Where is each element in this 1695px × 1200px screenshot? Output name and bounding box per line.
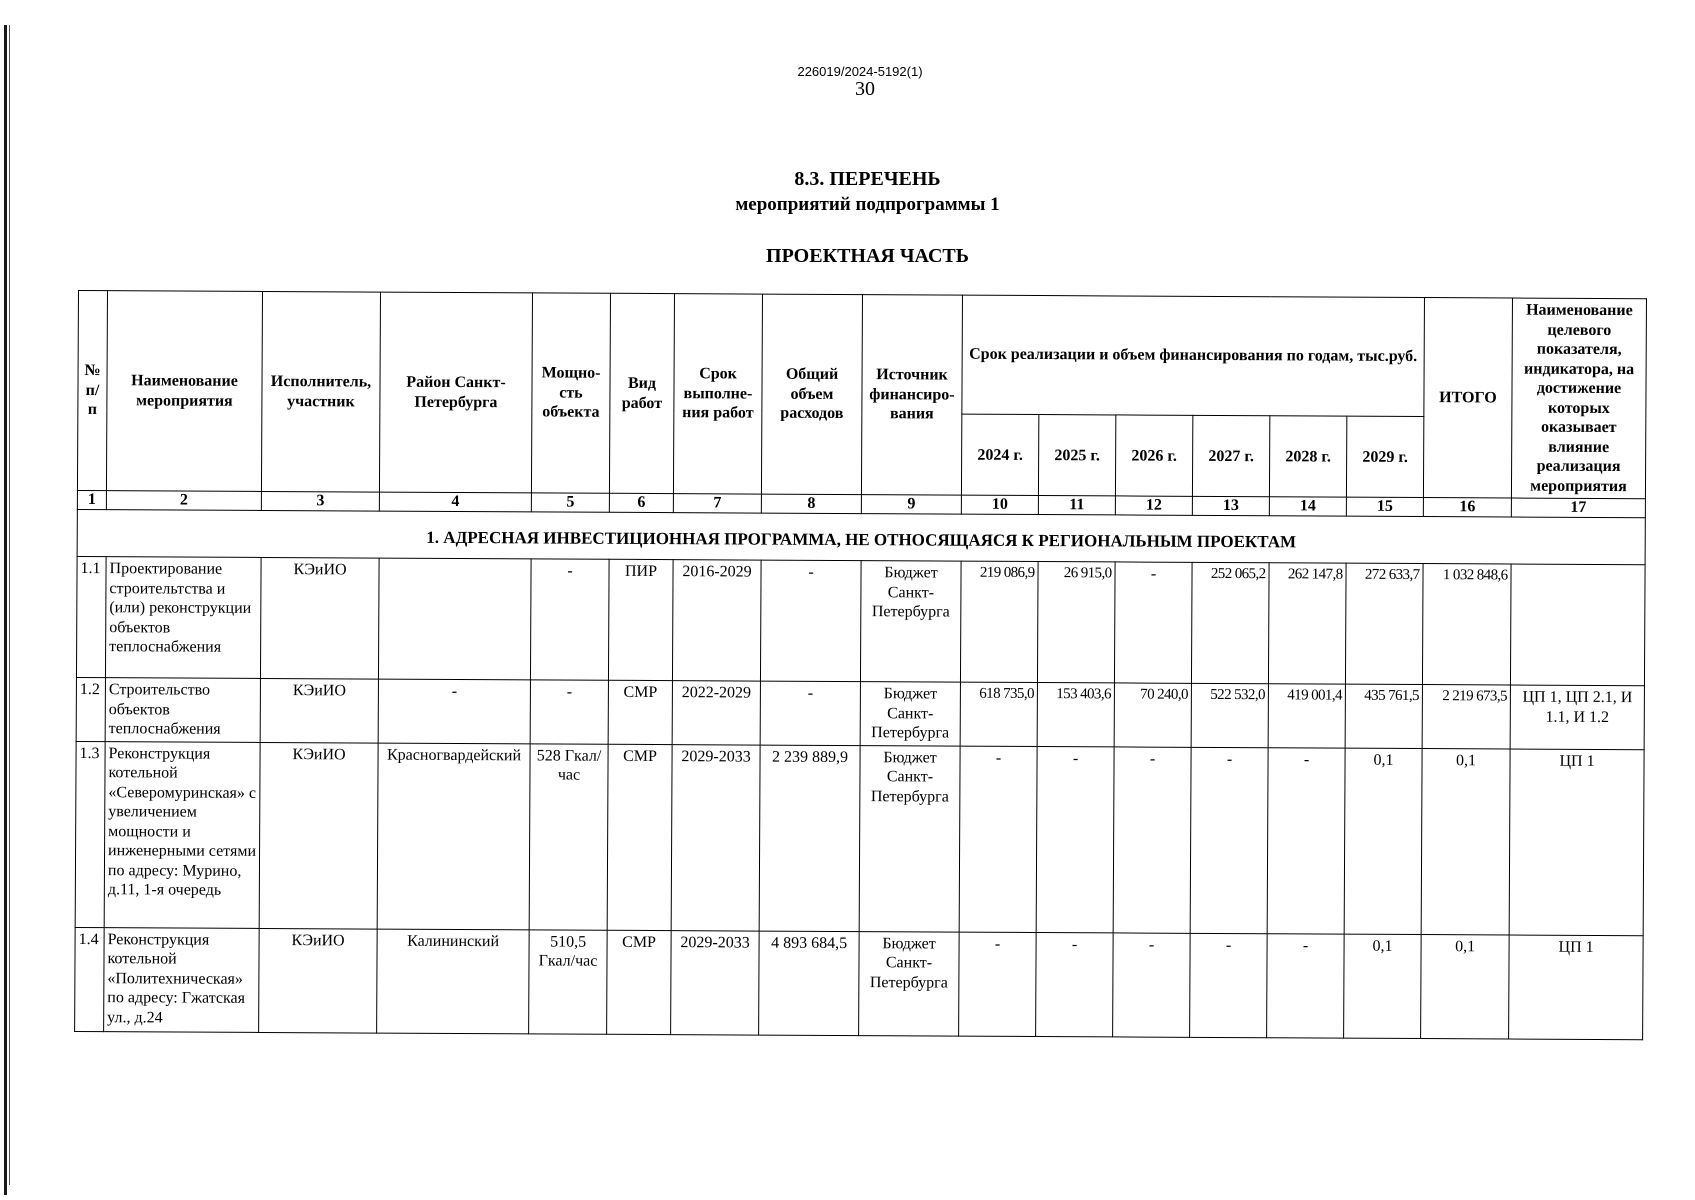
row-number: 1.1: [76, 557, 106, 678]
executor: КЭиИО: [259, 928, 378, 1033]
column-number: 8: [761, 494, 861, 514]
term: 2029-2033: [671, 744, 760, 930]
amount-total: 1 032 848,6: [1422, 564, 1511, 685]
amount-2029: 0,1: [1344, 934, 1422, 1038]
column-number: 17: [1511, 498, 1645, 518]
row-number: 1.4: [75, 927, 105, 1031]
work-type: СМР: [608, 680, 672, 744]
executor: КЭиИО: [260, 558, 379, 680]
activity-name: Строительство объектов теплоснабжения: [105, 678, 260, 742]
district: Красногвардейский: [377, 743, 530, 930]
amount-2025: 26 915,0: [1037, 562, 1115, 683]
total-cost: 2 239 889,9: [759, 745, 860, 932]
table-row: [76, 557, 1645, 686]
amount-2024: -: [959, 746, 1037, 932]
header-years-group: Срок реализации и объем финансирования по годам, тыс.руб.: [962, 295, 1425, 417]
amount-2028: -: [1267, 933, 1345, 1037]
amount-2028: 419 001,4: [1268, 684, 1345, 748]
work-type: СМР: [607, 744, 672, 930]
row-number: 1.3: [75, 741, 105, 927]
term: 2016-2029: [672, 560, 761, 681]
column-number: 6: [609, 493, 673, 512]
column-number: 7: [673, 494, 761, 513]
amount-total: 2 219 673,5: [1422, 685, 1510, 749]
document-title: 8.3. ПЕРЕЧЕНЬ: [794, 168, 941, 190]
section-row: [77, 510, 1645, 565]
table-row: [75, 927, 1644, 1039]
header-year-2024: 2024 г.: [961, 415, 1038, 496]
header-indicator: Наименование целевого показателя, индикатора, на достижение которых оказывает влияние реализация мероприятия: [1511, 298, 1646, 499]
page-number: 30: [855, 78, 875, 100]
header-total-cost: Общий объем расходов: [761, 294, 862, 495]
header-year-2027: 2027 г.: [1192, 416, 1269, 497]
amount-2029: 272 633,7: [1345, 563, 1423, 684]
target-indicator: ЦП 1: [1509, 935, 1644, 1040]
header-total: ИТОГО: [1423, 298, 1512, 499]
column-number: 13: [1192, 496, 1269, 515]
amount-2027: 522 532,0: [1191, 683, 1268, 747]
amount-2025: -: [1036, 932, 1114, 1036]
header-work-type: Вид работ: [609, 293, 674, 493]
amount-2024: 219 086,9: [960, 561, 1038, 682]
activity-name: Реконструкция котельной «Политехническая» по адресу: Гжатская ул., д.24: [104, 927, 260, 1032]
amount-2029: 435 761,5: [1345, 684, 1422, 748]
section-heading: ПРОЕКТНАЯ ЧАСТЬ: [766, 245, 969, 267]
total-cost: 4 893 684,5: [759, 931, 860, 1036]
amount-2026: 70 240,0: [1114, 683, 1191, 747]
header-year-2025: 2025 г.: [1038, 415, 1115, 496]
amount-2027: -: [1190, 933, 1268, 1037]
column-number: 10: [961, 495, 1038, 514]
amount-2025: 153 403,6: [1037, 683, 1114, 747]
column-number: 3: [261, 492, 379, 512]
header-source: Источник финансиро-вания: [861, 295, 962, 496]
column-number: 14: [1269, 497, 1346, 516]
header-term: Срок выполне-ния работ: [673, 294, 762, 495]
term: 2022-2029: [672, 681, 760, 745]
column-number: 16: [1423, 498, 1511, 517]
work-type: ПИР: [608, 559, 673, 680]
funding-source: Бюджет Санкт-Петербурга: [860, 682, 960, 746]
target-indicator: ЦП 1, ЦП 2.1, И 1.1, И 1.2: [1510, 685, 1644, 749]
table-row: [76, 678, 1644, 750]
section-title: 1. АДРЕСНАЯ ИНВЕСТИЦИОННАЯ ПРОГРАММА, НЕ ОТНОСЯЩАЯСЯ К РЕГИОНАЛЬНЫМ ПРОЕКТАМ: [77, 510, 1645, 565]
capacity: 528 Гкал/час: [529, 744, 608, 930]
table-row: [75, 741, 1644, 935]
district: [378, 558, 531, 680]
column-number: 4: [379, 492, 531, 512]
header-year-2028: 2028 г.: [1269, 416, 1346, 497]
total-cost: -: [760, 681, 860, 745]
header-executor: Исполнитель, участник: [261, 291, 380, 492]
amount-2024: 618 735,0: [960, 682, 1037, 746]
column-number: 1: [77, 491, 106, 510]
district: Калининский: [377, 929, 530, 1034]
registration-number: 226019/2024-5192(1): [797, 64, 923, 79]
activity-name: Реконструкция котельной «Северомуринская» с увеличением мощности и инженерными сетями по адресу: Мурино, д.11, 1-я очередь: [104, 741, 260, 928]
amount-2028: 262 147,8: [1268, 563, 1346, 684]
amount-2026: -: [1113, 933, 1191, 1037]
target-indicator: ЦП 1: [1509, 749, 1644, 936]
funding-source: Бюджет Санкт-Петербурга: [859, 931, 960, 1036]
activity-name: Проектирование строительтства и (или) реконструкции объектов теплоснабжения: [105, 557, 261, 679]
header-row: [78, 291, 1647, 419]
amount-2027: -: [1190, 747, 1268, 933]
column-number: 5: [531, 493, 609, 512]
document-subtitle: мероприятий подпрограммы 1: [735, 194, 1000, 215]
funding-source: Бюджет Санкт-Петербурга: [859, 745, 960, 932]
header-district: Район Санкт-Петербурга: [379, 292, 532, 493]
amount-2024: -: [959, 932, 1037, 1036]
capacity: -: [530, 559, 609, 680]
header-no: № п/п: [77, 291, 107, 491]
amount-total: 0,1: [1421, 748, 1510, 934]
column-number: 2: [106, 491, 261, 511]
executor: КЭиИО: [260, 679, 378, 743]
header-year-2029: 2029 г.: [1346, 417, 1423, 498]
header-name: Наименование мероприятия: [106, 291, 262, 492]
amount-2028: -: [1267, 747, 1345, 933]
work-type: СМР: [607, 930, 672, 1034]
activities-table: [74, 290, 1647, 1040]
district: -: [378, 679, 530, 743]
column-number: 11: [1038, 496, 1115, 515]
column-number: 9: [861, 495, 961, 515]
amount-2025: -: [1036, 746, 1114, 932]
amount-total: 0,1: [1421, 934, 1510, 1038]
executor: КЭиИО: [259, 742, 378, 929]
amount-2029: 0,1: [1344, 748, 1422, 934]
capacity: -: [530, 680, 608, 744]
total-cost: -: [760, 560, 861, 682]
column-number: 15: [1346, 497, 1423, 516]
row-number: 1.2: [76, 678, 105, 742]
column-number: 12: [1115, 496, 1192, 515]
amount-2026: -: [1113, 747, 1191, 933]
capacity: 510,5 Гкал/час: [529, 930, 608, 1034]
amount-2027: 252 065,2: [1191, 562, 1269, 683]
amount-2026: -: [1114, 562, 1192, 683]
term: 2029-2033: [671, 930, 760, 1034]
funding-source: Бюджет Санкт-Петербурга: [860, 561, 961, 683]
target-indicator: [1510, 564, 1645, 686]
header-year-2026: 2026 г.: [1115, 415, 1192, 496]
header-capacity: Мощно-сть объекта: [531, 293, 610, 494]
